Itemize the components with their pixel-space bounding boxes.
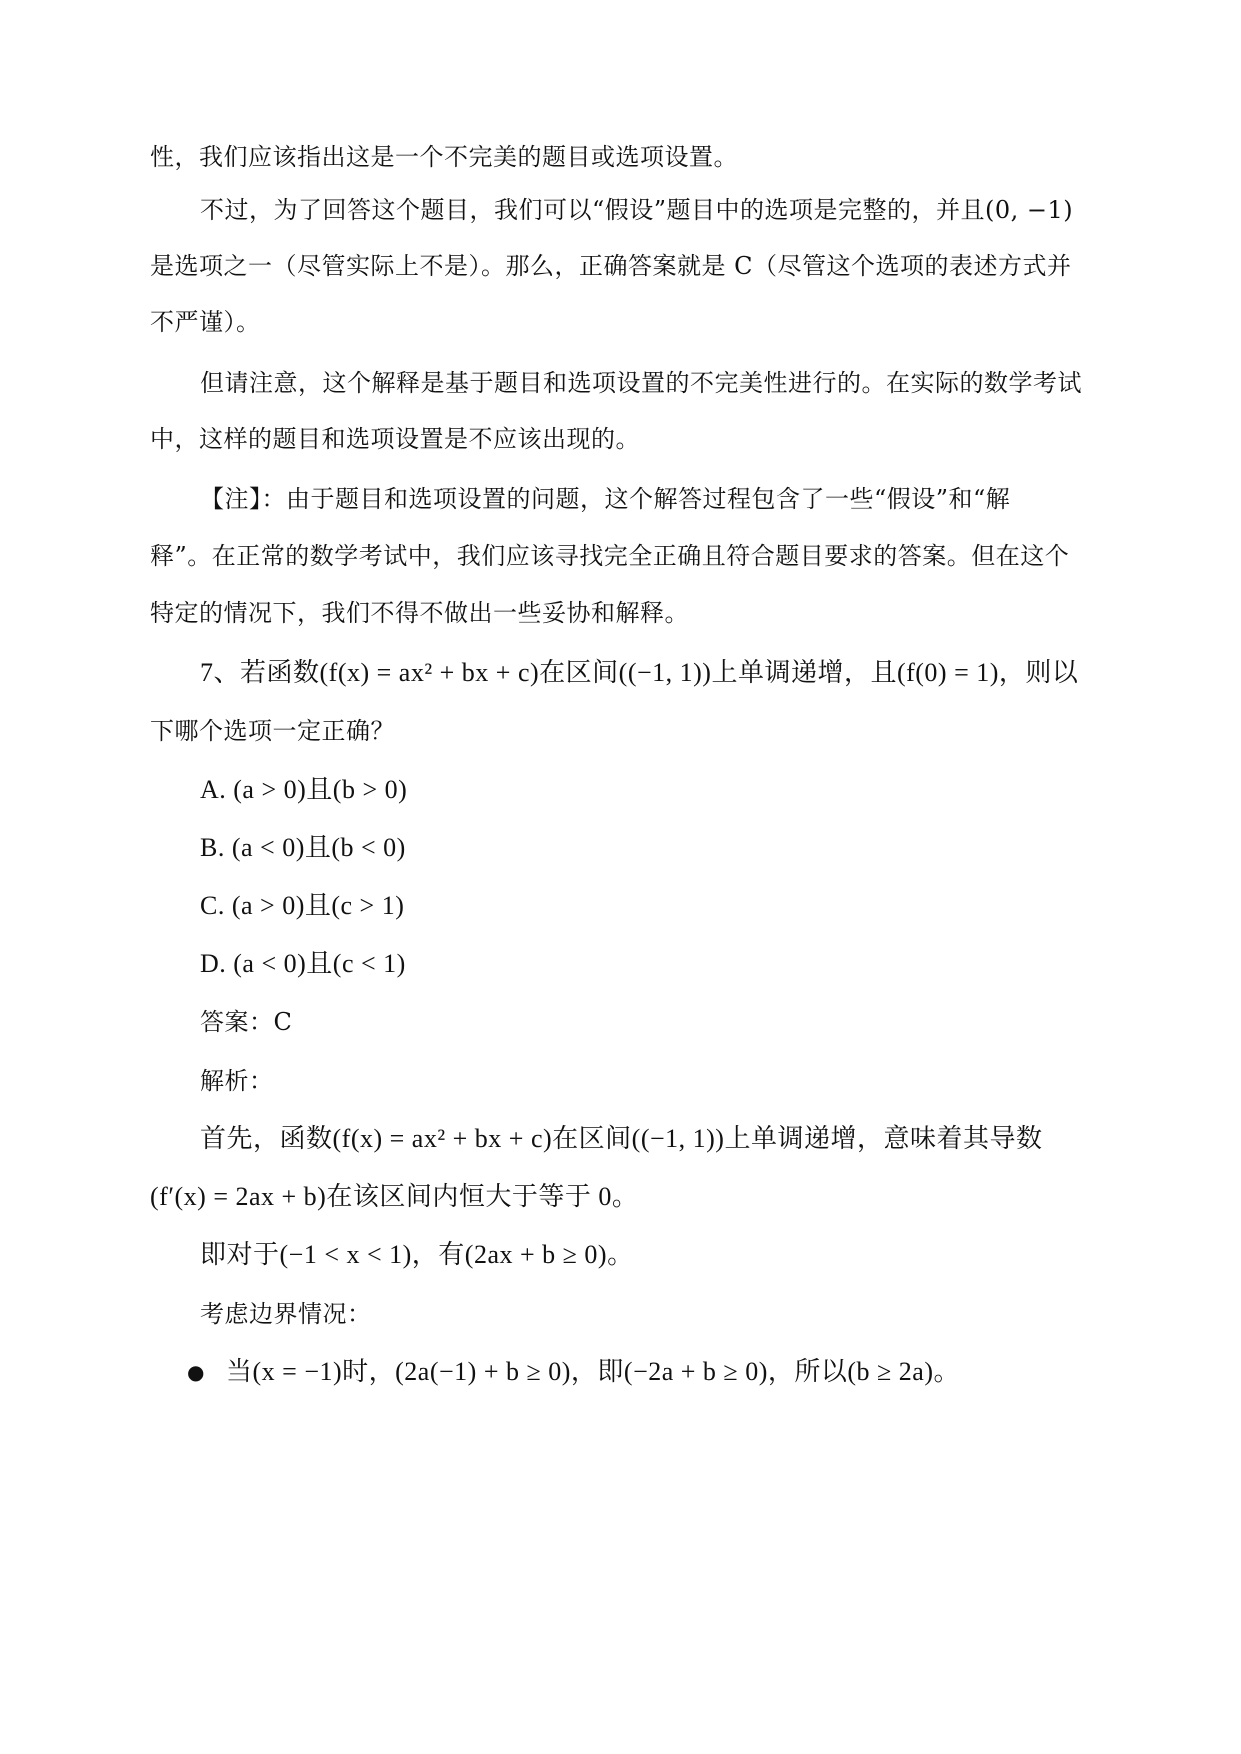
analysis-line: 即对于(−1 < x < 1)，有(2ax + b ≥ 0)。 — [200, 1240, 634, 1269]
analysis-line: (f′(x) = 2ax + b)在该区间内恒大于等于 0。 — [150, 1182, 639, 1211]
answer-line: 答案：C — [200, 1008, 293, 1036]
analysis-line: 考虑边界情况： — [200, 1300, 372, 1328]
note-line: 【注】：由于题目和选项设置的问题，这个解答过程包含了一些“假设”和“解 — [200, 485, 1011, 513]
option-b: B. (a < 0)且(b < 0) — [200, 833, 406, 862]
bullet-icon: ● — [187, 1360, 205, 1384]
option-a: A. (a > 0)且(b > 0) — [200, 775, 408, 804]
note-line: 释”。在正常的数学考试中，我们应该寻找完全正确且符合题目要求的答案。但在这个 — [150, 542, 1070, 570]
bullet-item: 当(x = −1)时，(2a(−1) + b ≥ 0)，即(−2a + b ≥ 0)，所以(b ≥ 2a)。 — [226, 1357, 960, 1386]
question-line: 7、若函数(f(x) = ax² + bx + c)在区间((−1, 1))上单调递增，且(f(0) = 1)，则以 — [200, 658, 1079, 687]
option-d: D. (a < 0)且(c < 1) — [200, 949, 406, 978]
option-c: C. (a > 0)且(c > 1) — [200, 891, 405, 920]
paragraph-line: 中，这样的题目和选项设置是不应该出现的。 — [150, 425, 640, 453]
note-line: 特定的情况下，我们不得不做出一些妥协和解释。 — [150, 599, 689, 627]
paragraph-line: 不严谨）。 — [150, 308, 261, 336]
question-line: 下哪个选项一定正确？ — [150, 717, 395, 745]
paragraph-line: 但请注意，这个解释是基于题目和选项设置的不完美性进行的。在实际的数学考试 — [200, 369, 1082, 397]
paragraph-line: 是选项之一（尽管实际上不是）。那么，正确答案就是 C（尽管这个选项的表述方式并 — [150, 252, 1072, 280]
paragraph-line: 性，我们应该指出这是一个不完美的题目或选项设置。 — [150, 143, 738, 171]
paragraph-line: 不过，为了回答这个题目，我们可以“假设”题目中的选项是完整的，并且(0, −1) — [200, 196, 1074, 224]
analysis-line: 首先，函数(f(x) = ax² + bx + c)在区间((−1, 1))上单调递增，意味着其导数 — [200, 1124, 1043, 1153]
analysis-heading: 解析： — [200, 1067, 274, 1095]
